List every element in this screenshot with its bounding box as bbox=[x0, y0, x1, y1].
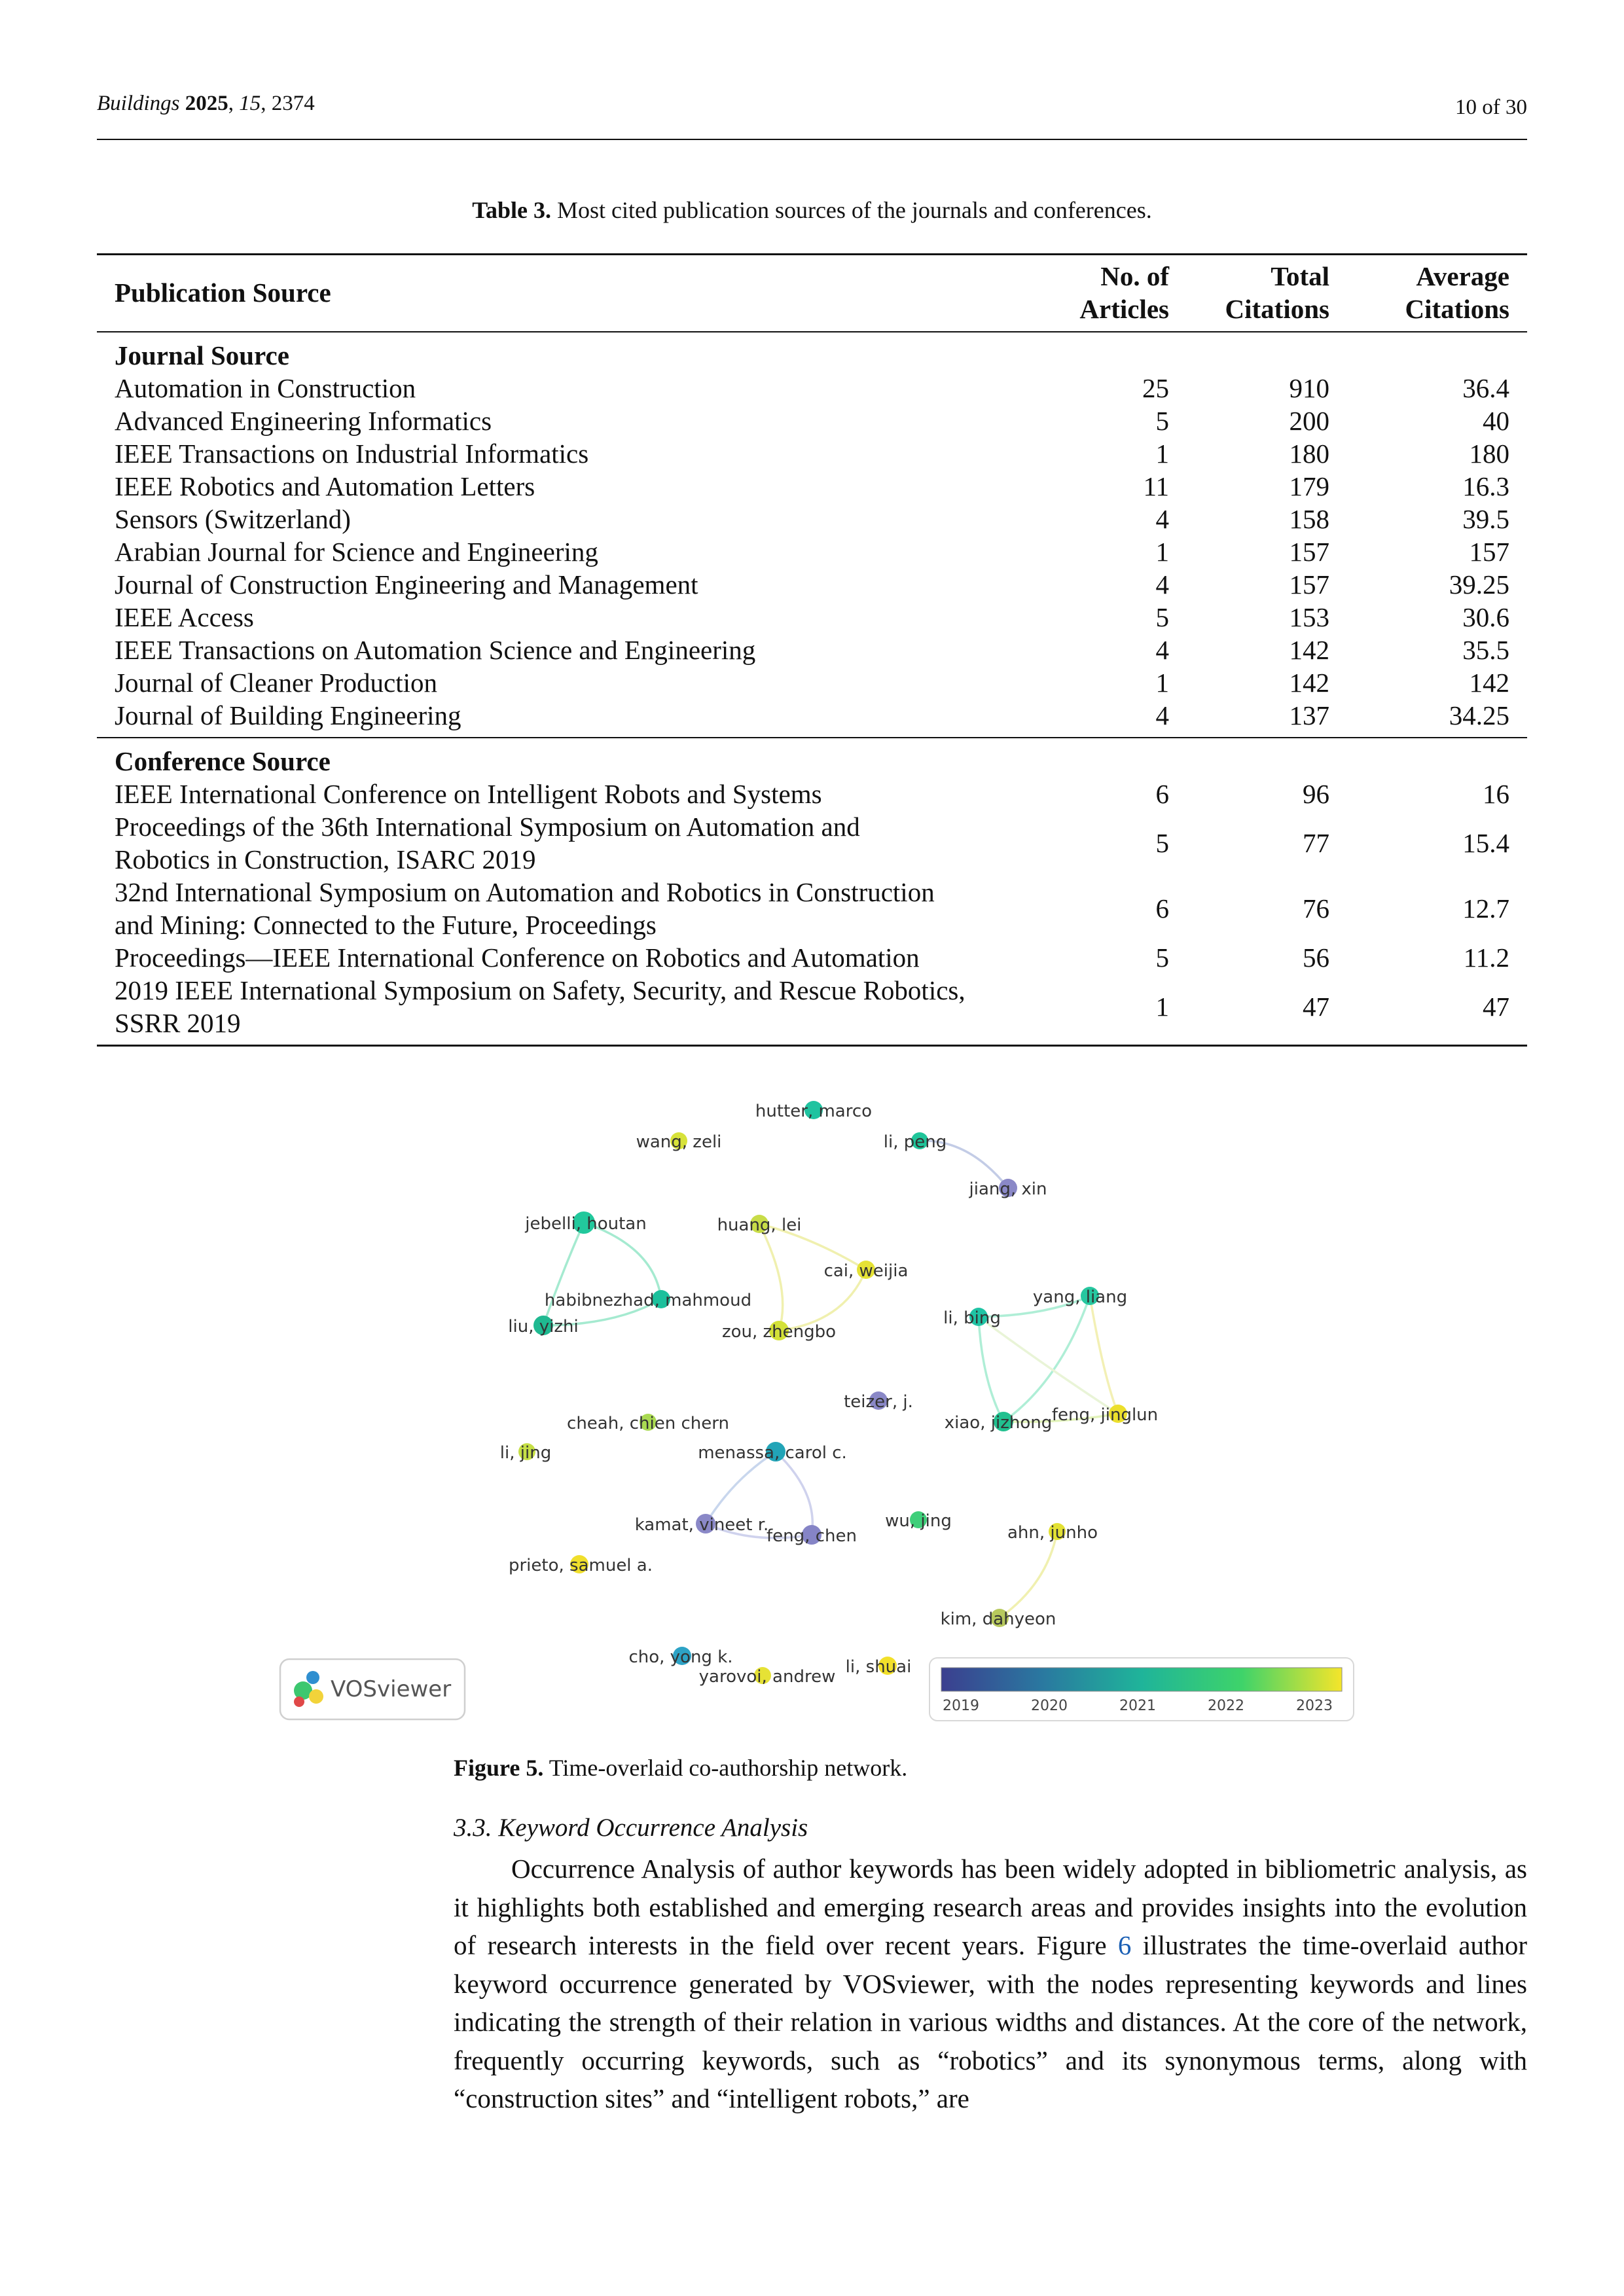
table-row-average: 16 bbox=[1483, 779, 1509, 809]
edge bbox=[759, 1224, 783, 1331]
table-row-articles: 1 bbox=[1155, 992, 1169, 1022]
table-header-rule bbox=[97, 331, 1527, 332]
node-label: huang, lei bbox=[717, 1215, 802, 1235]
table-section-rule bbox=[97, 737, 1527, 738]
table-row-articles: 6 bbox=[1155, 779, 1169, 809]
table-row-source: Journal of Construction Engineering and Management bbox=[115, 569, 698, 600]
edge bbox=[776, 1452, 812, 1535]
journal-section-heading: Journal Source bbox=[115, 340, 289, 370]
network-node bbox=[722, 1321, 836, 1342]
col-header-articles bbox=[1079, 260, 1169, 325]
table-row-total: 157 bbox=[1289, 569, 1329, 600]
table-row-articles: 5 bbox=[1155, 602, 1169, 632]
node-label: cho, yong k. bbox=[628, 1647, 733, 1667]
table-row-articles: 4 bbox=[1155, 504, 1169, 534]
node-label: cheah, chien chern bbox=[567, 1414, 729, 1433]
table-row-source: IEEE Robotics and Automation Letters bbox=[115, 471, 535, 501]
table-row-total: 153 bbox=[1289, 602, 1329, 632]
network-node bbox=[755, 1101, 872, 1121]
table-row-source: Advanced Engineering Informatics bbox=[115, 406, 492, 436]
table-label: Table 3. bbox=[472, 197, 551, 223]
node-label: menassa, carol c. bbox=[698, 1443, 847, 1463]
node-label: li, jing bbox=[499, 1443, 552, 1463]
body-paragraph bbox=[454, 1850, 1527, 2118]
table-caption-text: Most cited publication sources of the journals and conferences. bbox=[557, 197, 1152, 223]
node-label: teizer, j. bbox=[844, 1392, 913, 1412]
table-row-articles: 25 bbox=[1142, 373, 1169, 403]
network-node bbox=[943, 1308, 1001, 1328]
col-header-total-line1: Total bbox=[1271, 261, 1329, 291]
table-row-average: 11.2 bbox=[1463, 942, 1509, 973]
logo-dot bbox=[306, 1671, 319, 1684]
table-row-average: 15.4 bbox=[1462, 828, 1509, 858]
table-row-average: 34.25 bbox=[1449, 700, 1509, 730]
table-row-average: 39.25 bbox=[1449, 569, 1509, 600]
col-header-average-line2: Citations bbox=[1405, 294, 1509, 324]
table-row-articles: 4 bbox=[1155, 700, 1169, 730]
journal-name: Buildings bbox=[97, 92, 180, 115]
network-node bbox=[945, 1412, 1052, 1433]
table-row-total: 137 bbox=[1289, 700, 1329, 730]
table-row-source: Automation in Construction bbox=[115, 373, 416, 403]
node-label: ahn, junho bbox=[1007, 1523, 1098, 1543]
table-row-articles: 5 bbox=[1155, 942, 1169, 973]
table-row-total: 77 bbox=[1303, 828, 1329, 858]
table-row-total: 179 bbox=[1289, 471, 1329, 501]
paragraph-text-1: Occurrence Analysis of author keywords has been widely adopted in bibliometric analysis, as it highlights both established and emerging research areas and provides insights into the evolution of research interests in the field over recent years. Figure bbox=[454, 1854, 1527, 1960]
network-node bbox=[884, 1132, 947, 1152]
table-row-total: 47 bbox=[1303, 992, 1329, 1022]
legend-tick: 2023 bbox=[1296, 1698, 1333, 1714]
conference-section-heading: Conference Source bbox=[115, 746, 331, 776]
table-row-source: IEEE International Conference on Intelligent Robots and Systems bbox=[115, 779, 822, 809]
table-row-total: 76 bbox=[1303, 893, 1329, 924]
table-row-average: 40 bbox=[1483, 406, 1509, 436]
table-caption bbox=[97, 196, 1527, 224]
table-row-source: 2019 IEEE International Symposium on Safety, Security, and Rescue Robotics, bbox=[115, 975, 965, 1005]
table-row-source: Proceedings of the 36th International Symposium on Automation and bbox=[115, 812, 860, 842]
table-row-average: 16.3 bbox=[1462, 471, 1509, 501]
node-label: wu, jing bbox=[885, 1511, 952, 1531]
table-row-average: 39.5 bbox=[1462, 504, 1509, 534]
legend-tick: 2022 bbox=[1208, 1698, 1244, 1714]
table-row-source: IEEE Access bbox=[115, 602, 254, 632]
table-row-source-cont: and Mining: Connected to the Future, Proceedings bbox=[115, 910, 657, 940]
network-node bbox=[941, 1609, 1056, 1629]
node-label: li, bing bbox=[943, 1308, 1001, 1328]
year-legend bbox=[929, 1658, 1354, 1721]
col-header-total bbox=[1225, 260, 1329, 325]
section-heading: 3.3. Keyword Occurrence Analysis bbox=[454, 1814, 808, 1842]
figure-caption bbox=[454, 1754, 907, 1782]
network-node bbox=[545, 1290, 751, 1310]
article-number: 2374 bbox=[271, 92, 315, 115]
col-header-total-line2: Citations bbox=[1225, 294, 1329, 324]
node-label: zou, zhengbo bbox=[721, 1322, 837, 1342]
table-row-total: 180 bbox=[1289, 439, 1329, 469]
table-row-source: Sensors (Switzerland) bbox=[115, 504, 351, 534]
node-label: wang, zeli bbox=[636, 1132, 722, 1152]
network-node bbox=[509, 1555, 653, 1575]
journal-volume: 15 bbox=[239, 92, 261, 115]
table-row-articles: 5 bbox=[1155, 828, 1169, 858]
table-row-average: 35.5 bbox=[1462, 635, 1509, 665]
table-row-source: IEEE Transactions on Industrial Informatics bbox=[115, 439, 589, 469]
table-row-articles: 6 bbox=[1155, 893, 1169, 924]
col-header-articles-line2: Articles bbox=[1079, 294, 1169, 324]
col-header-source: Publication Source bbox=[115, 278, 331, 308]
table-row-average: 157 bbox=[1469, 537, 1509, 567]
table-row-articles: 4 bbox=[1155, 569, 1169, 600]
page-number: 10 of 30 bbox=[1455, 96, 1527, 119]
paragraph-text-2: illustrates the time-overlaid author keyword occurrence generated by VOSviewer, with the nodes representing keywords and lines indicating the strength of their relation in various widths and distances. At the core of the network, frequently occurring keywords, such as “robotics” and its synonymous terms, along with “construction sites” and “intelligent robots,” are bbox=[454, 1930, 1527, 2113]
network-node bbox=[635, 1514, 769, 1535]
table-row-articles: 1 bbox=[1155, 537, 1169, 567]
node-label: li, shuai bbox=[845, 1657, 912, 1677]
edge bbox=[584, 1223, 661, 1299]
coauthorship-network bbox=[275, 1073, 1375, 1734]
node-label: habibnezhad, mahmoud bbox=[544, 1291, 752, 1310]
network-node bbox=[628, 1647, 732, 1667]
network-node bbox=[567, 1414, 729, 1433]
table-row-total: 56 bbox=[1303, 942, 1329, 973]
node-label: liu, yizhi bbox=[508, 1317, 579, 1336]
header-rule bbox=[97, 139, 1527, 140]
vosviewer-logo bbox=[280, 1659, 465, 1719]
table-row-total: 910 bbox=[1289, 373, 1329, 403]
edge bbox=[1090, 1296, 1118, 1414]
network-node bbox=[969, 1179, 1047, 1199]
network-node bbox=[717, 1215, 802, 1235]
node-label: xiao, jizhong bbox=[944, 1413, 1053, 1433]
node-label: yarovoi, andrew bbox=[698, 1667, 836, 1687]
table-row-articles: 1 bbox=[1155, 439, 1169, 469]
table-row-average: 12.7 bbox=[1462, 893, 1509, 924]
network-edges bbox=[543, 1141, 1118, 1618]
legend-tick: 2021 bbox=[1119, 1698, 1156, 1714]
journal-year: 2025 bbox=[185, 92, 228, 115]
network-node bbox=[508, 1316, 578, 1336]
logo-dot bbox=[309, 1689, 323, 1704]
table-row-source: Journal of Building Engineering bbox=[115, 700, 461, 730]
node-label: feng, jinglun bbox=[1051, 1405, 1159, 1425]
node-label: jiang, xin bbox=[969, 1179, 1047, 1199]
node-label: kamat, vineet r. bbox=[634, 1515, 769, 1535]
network-node bbox=[1052, 1405, 1158, 1425]
node-label: yang, liang bbox=[1032, 1287, 1128, 1307]
network-node bbox=[698, 1442, 847, 1463]
table-row-average: 36.4 bbox=[1462, 373, 1509, 403]
network-node bbox=[767, 1525, 857, 1546]
node-label: kim, dahyeon bbox=[940, 1609, 1056, 1629]
table-row-total: 157 bbox=[1289, 537, 1329, 567]
table-row-average: 142 bbox=[1469, 668, 1509, 698]
node-label: li, peng bbox=[883, 1132, 947, 1152]
network-node bbox=[1033, 1287, 1127, 1307]
table-row-total: 158 bbox=[1289, 504, 1329, 534]
table-row-source-cont: SSRR 2019 bbox=[115, 1008, 241, 1038]
legend-tick: 2020 bbox=[1031, 1698, 1068, 1714]
network-node bbox=[885, 1511, 952, 1531]
network-node bbox=[524, 1211, 646, 1234]
col-header-articles-line1: No. of bbox=[1100, 261, 1169, 291]
table-row-articles: 4 bbox=[1155, 635, 1169, 665]
node-label: jebelli, houtan bbox=[525, 1214, 647, 1234]
table-row-average: 180 bbox=[1469, 439, 1509, 469]
network-nodes bbox=[500, 1101, 1158, 1687]
col-header-average-line1: Average bbox=[1416, 261, 1509, 291]
network-node bbox=[1007, 1523, 1098, 1543]
network-node bbox=[824, 1261, 909, 1281]
table-row-articles: 11 bbox=[1143, 471, 1169, 501]
logo-dot bbox=[294, 1696, 304, 1707]
legend-tick: 2019 bbox=[943, 1698, 979, 1714]
table-row-source: Journal of Cleaner Production bbox=[115, 668, 438, 698]
edge bbox=[1000, 1532, 1057, 1618]
node-label: feng, chen bbox=[767, 1526, 857, 1546]
table-row-average: 30.6 bbox=[1462, 602, 1509, 632]
table-row-source: Arabian Journal for Science and Engineering bbox=[115, 537, 598, 567]
table-row-source: 32nd International Symposium on Automation and Robotics in Construction bbox=[115, 877, 935, 907]
figure-6-link[interactable]: 6 bbox=[1117, 1930, 1132, 1960]
network-node bbox=[500, 1443, 551, 1463]
table-row-total: 200 bbox=[1289, 406, 1329, 436]
table-top-rule bbox=[97, 253, 1527, 255]
legend-colorbar bbox=[941, 1668, 1342, 1691]
logo-text: VOSviewer bbox=[331, 1676, 452, 1702]
table-row-total: 142 bbox=[1289, 635, 1329, 665]
table-row-source: Proceedings—IEEE International Conference on Robotics and Automation bbox=[115, 942, 920, 973]
table-row-articles: 1 bbox=[1155, 668, 1169, 698]
table-row-source: IEEE Transactions on Automation Science and Engineering bbox=[115, 635, 756, 665]
figure-label: Figure 5. bbox=[454, 1755, 544, 1781]
table-row-articles: 5 bbox=[1155, 406, 1169, 436]
col-header-average bbox=[1405, 260, 1509, 325]
network-node bbox=[846, 1657, 912, 1677]
table-row-total: 142 bbox=[1289, 668, 1329, 698]
figure-caption-text: Time-overlaid co-authorship network. bbox=[549, 1755, 908, 1781]
table-bottom-rule bbox=[97, 1045, 1527, 1047]
node-label: hutter, marco bbox=[755, 1102, 873, 1121]
network-node bbox=[636, 1132, 722, 1152]
node-label: cai, weijia bbox=[823, 1261, 909, 1281]
table-row-source-cont: Robotics in Construction, ISARC 2019 bbox=[115, 844, 536, 874]
network-node bbox=[699, 1667, 836, 1687]
network-node bbox=[844, 1391, 913, 1412]
table-row-average: 47 bbox=[1483, 992, 1509, 1022]
table-row-total: 96 bbox=[1303, 779, 1329, 809]
node-label: prieto, samuel a. bbox=[508, 1556, 653, 1575]
running-header: Buildings 2025, 15, 2374 bbox=[97, 92, 315, 115]
